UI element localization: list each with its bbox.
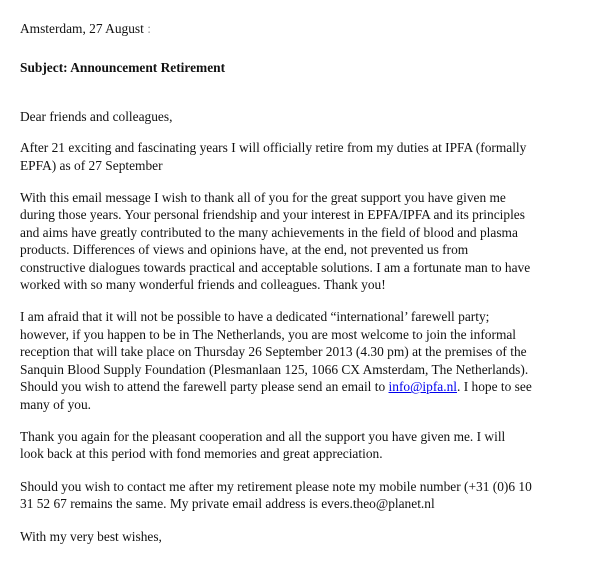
date-mark: : — [143, 21, 151, 36]
paragraph-line: reception that will take place on Thursday 26 September 2013 (4.30 pm) at the premises of the — [20, 344, 527, 360]
paragraph-thanks — [20, 189, 582, 293]
letter-date — [20, 20, 582, 37]
paragraph-appreciation — [20, 428, 582, 463]
paragraph-retirement — [20, 139, 582, 174]
paragraph-line-with-link — [20, 378, 582, 395]
paragraph-line: worked with so many wonderful friends and colleagues. Thank you! — [20, 277, 386, 293]
paragraph-line: many of you. — [20, 396, 92, 412]
paragraph-line: and aims have greatly contributed to the many achievements in the field of blood and plasma — [20, 224, 518, 240]
paragraph-line: however, if you happen to be in The Netherlands, you are most welcome to join the informal — [20, 326, 517, 342]
paragraph-line: products. Differences of views and opinions have, at the end, not prevented us from — [20, 242, 469, 258]
paragraph-line: 31 52 67 remains the same. My private email address is evers.theo@planet.nl — [20, 496, 435, 512]
paragraph-line: look back at this period with fond memories and great appreciation. — [20, 446, 383, 462]
email-link[interactable]: info@ipfa.nl — [388, 379, 458, 395]
link-line-before: Should you wish to attend the farewell party please send an email to — [20, 379, 389, 395]
paragraph-contact — [20, 478, 582, 513]
paragraph-line: Should you wish to contact me after my retirement please note my mobile number (+31 (0)6 10 — [20, 478, 532, 494]
paragraph-line: EPFA) as of 27 September — [20, 157, 163, 173]
paragraph-line: I am afraid that it will not be possible to have a dedicated “international’ farewell party; — [20, 309, 490, 325]
letter-salutation: Dear friends and colleagues, — [20, 108, 173, 124]
link-line-after: . I hope to see — [457, 379, 532, 395]
paragraph-line: Thank you again for the pleasant cooperation and all the support you have given me. I will — [20, 428, 506, 444]
paragraph-line: After 21 exciting and fascinating years I will officially retire from my duties at IPFA (formally — [20, 140, 527, 156]
letter-subject: Subject: Announcement Retirement — [20, 60, 226, 76]
paragraph-line: during those years. Your personal friendship and your interest in EPFA/IPFA and its principles — [20, 207, 525, 223]
paragraph-line: constructive dialogues towards practical and acceptable solutions. I am a fortunate man to have — [20, 259, 531, 275]
paragraph-line: With this email message I wish to thank all of you for the great support you have given me — [20, 190, 506, 206]
letter-closing: With my very best wishes, — [20, 528, 162, 544]
paragraph-farewell-party — [20, 308, 582, 412]
paragraph-line: Sanquin Blood Supply Foundation (Plesmanlaan 125, 1066 CX Amsterdam, The Netherlands). — [20, 361, 529, 377]
date-text: Amsterdam, 27 August — [20, 21, 144, 36]
